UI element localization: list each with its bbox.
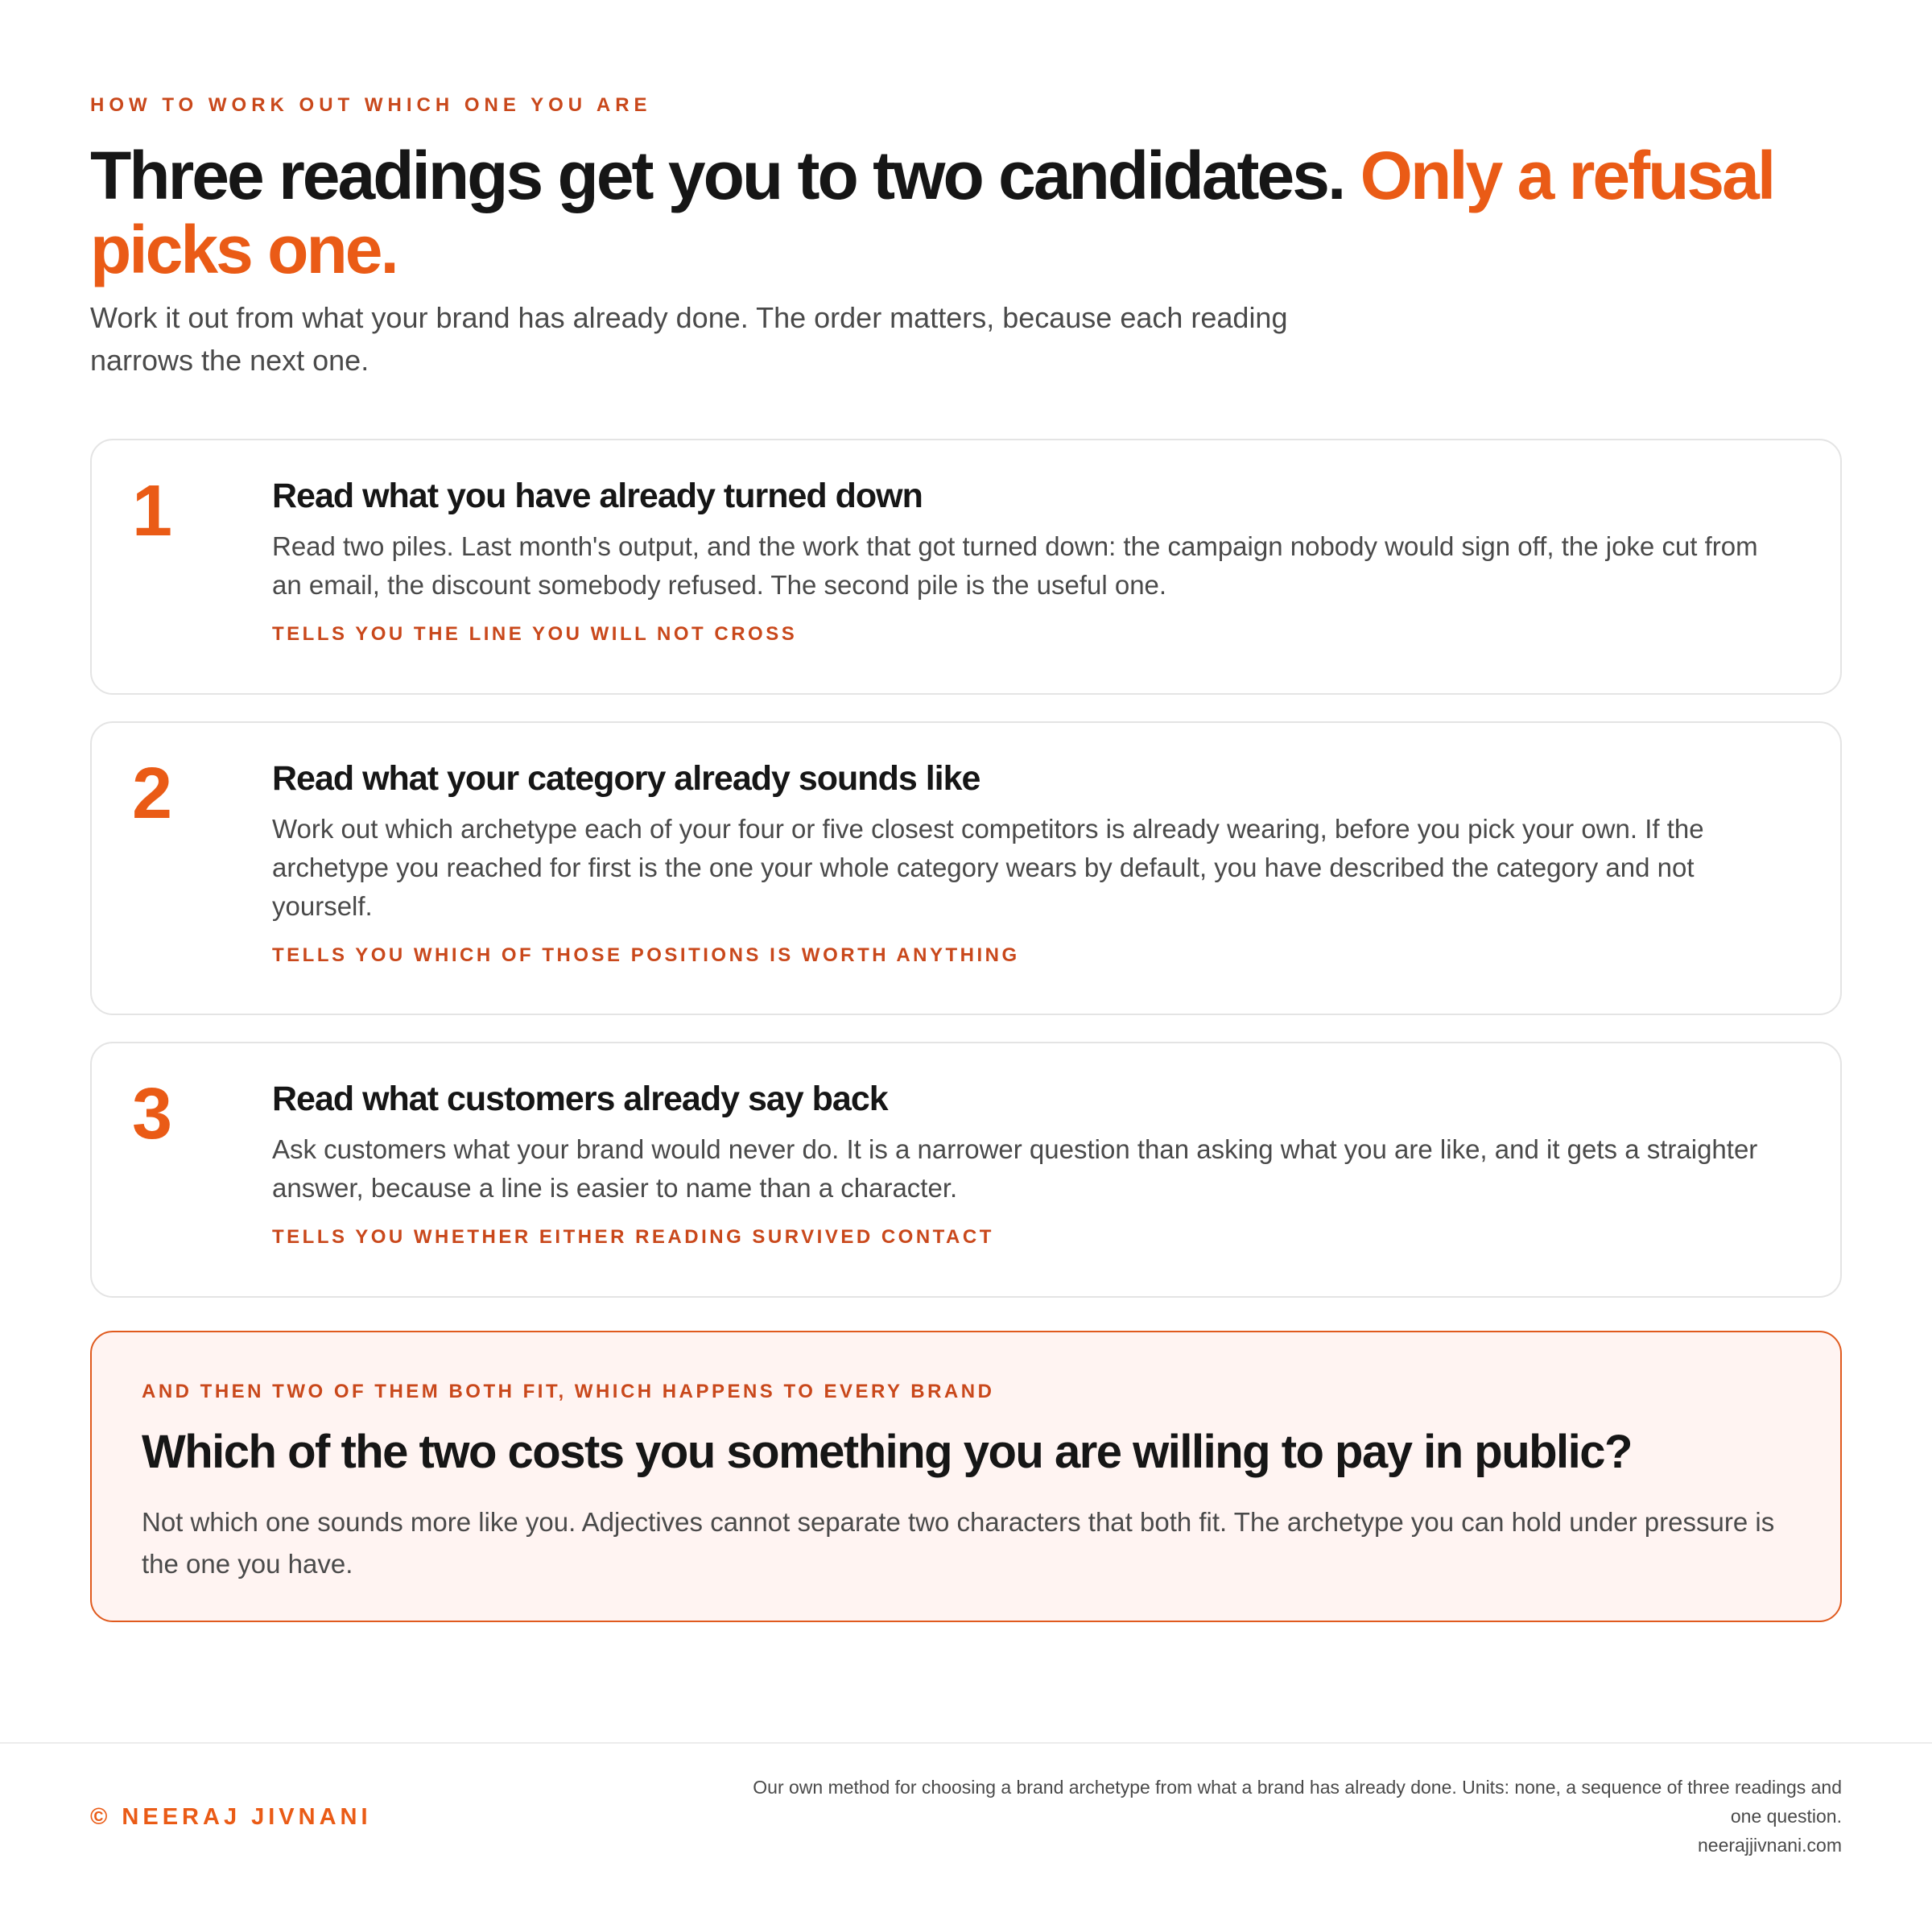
step-text: Ask customers what your brand would never do. It is a narrower question than asking what you are like, and it gets a straighter answer, because a line is easier to name than a character. [272,1134,1758,1203]
step-number: 1 [132,471,173,551]
step-tag: TELLS YOU WHICH OF THOSE POSITIONS IS WORTH ANYTHING [272,944,1020,966]
eyebrow: HOW TO WORK OUT WHICH ONE YOU ARE [90,94,652,116]
callout-question: Which of the two costs you something you are willing to pay in public? [142,1426,1632,1478]
step-number: 2 [132,754,173,834]
footer-brand: © NEERAJ JIVNANI [90,1804,372,1830]
step-text: Work out which archetype each of your four or five closest competitors is already wearing, before you pick your own. If the archetype you reached for first is the one your whole category wears by default, you have described the category and not yourself. [272,814,1704,921]
step-card [90,1042,1842,1298]
footer-note [747,1773,1842,1860]
footer-site-link[interactable]: neerajjivnani.com [1698,1835,1842,1856]
step-title: Read what customers already say back [272,1080,888,1118]
page-title [90,138,1813,287]
callout-box [90,1331,1842,1622]
step-text: Read two piles. Last month's output, and the work that got turned down: the campaign nobody would sign off, the joke cut from an email, the discount somebody refused. The second pile is the useful one. [272,531,1758,600]
step-tag: TELLS YOU WHETHER EITHER READING SURVIVED CONTACT [272,1226,994,1248]
step-number: 3 [132,1074,173,1154]
step-body [272,757,1769,968]
step-card [90,721,1842,1015]
callout-text: Not which one sounds more like you. Adjectives cannot separate two characters that both fit. The archetype you can hold under pressure is the one you have. [142,1507,1775,1579]
step-title: Read what you have already turned down [272,477,923,515]
steps-list [90,439,1842,1324]
headline-accent: Only a refusal picks one. [90,138,1774,287]
headline-main: Three readings get you to two candidates. [90,138,1344,213]
footer-note-text: Our own method for choosing a brand archetype from what a brand has already done. Units: none, a sequence of three readings and one question. [753,1777,1842,1827]
step-body [272,1077,1769,1249]
step-body [272,474,1769,646]
step-tag: TELLS YOU THE LINE YOU WILL NOT CROSS [272,623,798,645]
callout-tag: AND THEN TWO OF THEM BOTH FIT, WHICH HAPPENS TO EVERY BRAND [142,1381,995,1402]
intro-text: Work it out from what your brand has already done. The order matters, because each reading narrows the next one. [90,301,1288,377]
footer-divider [0,1742,1932,1744]
step-title: Read what your category already sounds like [272,759,980,798]
step-card [90,439,1842,695]
